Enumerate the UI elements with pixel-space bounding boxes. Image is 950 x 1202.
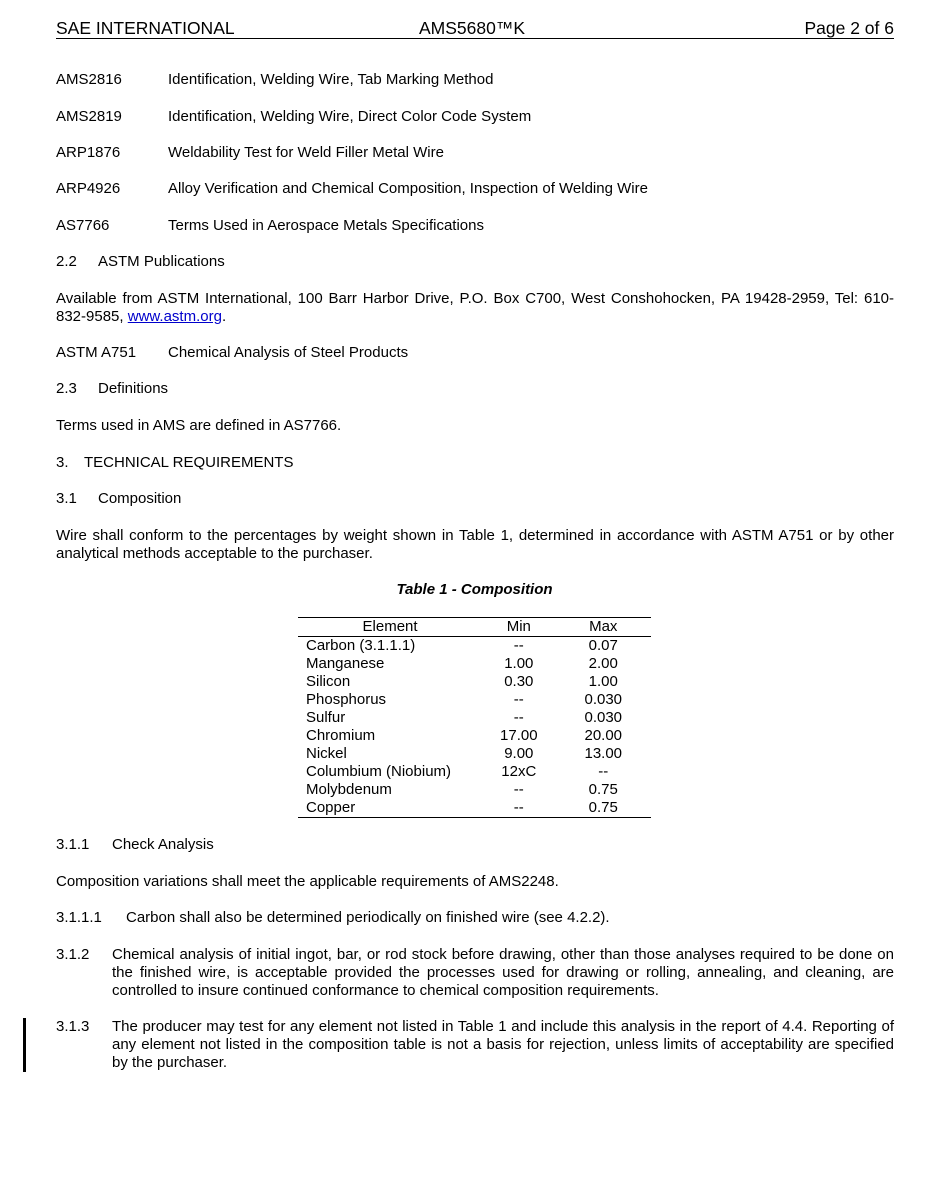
reference-code: AMS2819 [56, 108, 122, 125]
page-header [56, 17, 894, 39]
table-row [298, 637, 651, 656]
section-title: TECHNICAL REQUIREMENTS [84, 454, 294, 471]
min-cell: 0.30 [504, 673, 534, 690]
table-row [298, 799, 651, 818]
section-number: 3.1.1 [56, 836, 90, 853]
element-cell: Chromium [306, 727, 376, 744]
reference-title: Identification, Welding Wire, Direct Color Code System [168, 108, 532, 125]
min-cell: 1.00 [504, 655, 534, 672]
reference-title: Chemical Analysis of Steel Products [168, 344, 409, 361]
max-cell: 0.07 [588, 637, 618, 654]
element-cell: Silicon [306, 673, 351, 690]
min-cell: -- [513, 637, 524, 654]
section-text: Carbon shall also be determined periodically on finished wire (see 4.2.2). [126, 909, 610, 926]
composition-paragraph: Wire shall conform to the percentages by weight shown in Table 1, determined in accordance with ASTM A751 or by other analytical methods acceptable to the purchaser. [56, 527, 894, 562]
composition-table [298, 617, 651, 818]
max-cell: 20.00 [584, 727, 623, 744]
min-cell: -- [513, 799, 524, 816]
max-cell: 0.030 [584, 691, 623, 708]
table-row [298, 745, 651, 763]
reference-title: Identification, Welding Wire, Tab Marking Method [168, 71, 494, 88]
table-caption: Table 1 - Composition [396, 581, 553, 598]
header-org: SAE INTERNATIONAL [56, 18, 235, 38]
revision-change-bar [23, 1018, 26, 1072]
min-cell: 12xC [501, 763, 537, 780]
element-cell: Carbon (3.1.1.1) [306, 637, 416, 654]
min-cell: 9.00 [504, 745, 534, 762]
column-header-element: Element [298, 618, 482, 637]
min-cell: -- [513, 781, 524, 798]
check-analysis-paragraph: Composition variations shall meet the applicable requirements of AMS2248. [56, 873, 559, 890]
definitions-paragraph: Terms used in AMS are defined in AS7766. [56, 417, 342, 434]
max-cell: 1.00 [588, 673, 618, 690]
astm-website-link[interactable]: www.astm.org [127, 308, 222, 325]
reference-title: Alloy Verification and Chemical Composition, Inspection of Welding Wire [168, 180, 648, 197]
reference-title: Terms Used in Aerospace Metals Specifications [168, 217, 484, 234]
section-text: Chemical analysis of initial ingot, bar, or rod stock before drawing, other than those analyses required to be done on the finished wire, is acceptable provided the processes used for drawing or rolling, annealing, and cleaning, are controlled to insure continued conformance to chemical composition requirements. [112, 946, 894, 999]
element-cell: Sulfur [306, 709, 346, 726]
section-number: 3. [56, 454, 69, 471]
reference-code: ASTM A751 [56, 344, 137, 361]
section-number: 3.1.3 [56, 1018, 90, 1035]
min-cell: -- [513, 691, 524, 708]
section-title: Composition [98, 490, 182, 507]
element-cell: Phosphorus [306, 691, 387, 708]
table-row [298, 655, 651, 673]
reference-title: Weldability Test for Weld Filler Metal Wire [168, 144, 444, 161]
element-cell: Manganese [306, 655, 385, 672]
table-row [298, 691, 651, 709]
table-row [298, 673, 651, 691]
table-row [298, 709, 651, 727]
element-cell: Molybdenum [306, 781, 392, 798]
astm-availability-paragraph [56, 290, 894, 326]
section-title: ASTM Publications [98, 253, 225, 270]
column-header-max: Max [556, 618, 651, 637]
table-header-row [298, 618, 651, 637]
reference-code: ARP4926 [56, 180, 121, 197]
max-cell: 13.00 [584, 745, 623, 762]
max-cell: 0.75 [588, 799, 618, 816]
max-cell: 2.00 [588, 655, 618, 672]
reference-code: ARP1876 [56, 144, 121, 161]
astm-availability-end: . [221, 308, 227, 325]
table-row [298, 781, 651, 799]
section-title: Definitions [98, 380, 169, 397]
section-number: 3.1.1.1 [56, 909, 102, 926]
reference-code: AS7766 [56, 217, 110, 234]
reference-code: AMS2816 [56, 71, 122, 88]
section-number: 3.1.2 [56, 946, 90, 963]
min-cell: -- [513, 709, 524, 726]
section-text: The producer may test for any element not listed in Table 1 and include this analysis in the report of 4.4. Reporting of any element not listed in the composition table is not a basis for rejection, unless limits of acceptability are specified by the purchaser. [112, 1018, 894, 1071]
section-title: Check Analysis [112, 836, 214, 853]
element-cell: Columbium (Niobium) [306, 763, 452, 780]
astm-availability-text: Available from ASTM International, 100 Barr Harbor Drive, P.O. Box C700, West Conshohocken, PA 19428-2959, Tel: 610-832-9585, [56, 290, 894, 325]
section-number: 2.2 [56, 253, 77, 270]
table-row [298, 763, 651, 781]
header-page-number: Page 2 of 6 [804, 18, 894, 38]
column-header-min: Min [482, 618, 555, 637]
max-cell: 0.75 [588, 781, 618, 798]
table-row [298, 727, 651, 745]
max-cell: 0.030 [584, 709, 623, 726]
max-cell: -- [598, 763, 609, 780]
element-cell: Nickel [306, 745, 347, 762]
header-doc-id: AMS5680™K [419, 18, 526, 38]
element-cell: Copper [306, 799, 356, 816]
section-number: 2.3 [56, 380, 77, 397]
section-number: 3.1 [56, 490, 77, 507]
min-cell: 17.00 [500, 727, 538, 744]
